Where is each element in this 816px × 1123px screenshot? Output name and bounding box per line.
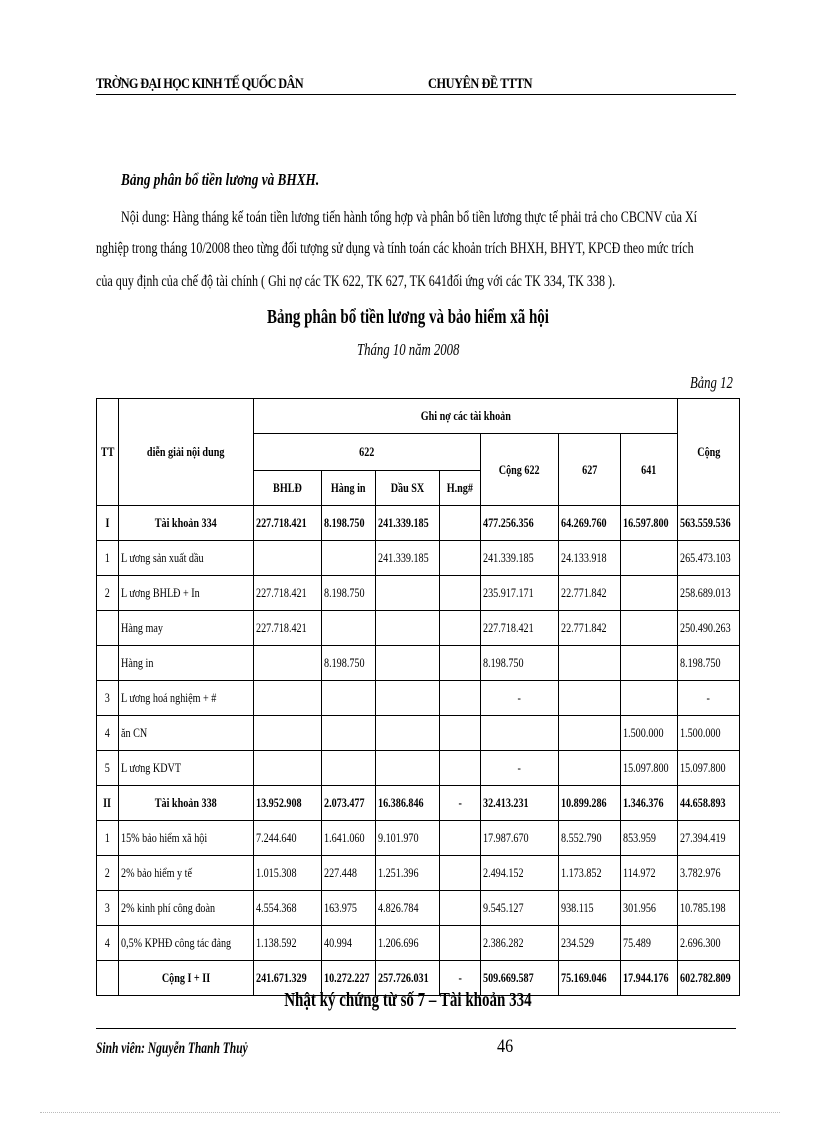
- cell-tt: 4: [97, 926, 119, 961]
- cell-hangin: [322, 611, 376, 646]
- paragraph-line-3: của quy định của chế độ tài chính ( Ghi nợ các TK 622, TK 627, TK 641đối ứng với các TK 334, TK 338 ).: [96, 273, 616, 290]
- cell-cong622: 235.917.171: [481, 576, 559, 611]
- cell-cong622: -: [481, 681, 559, 716]
- cell-tk641: [621, 611, 678, 646]
- cell-dausx: 1.206.696: [376, 926, 440, 961]
- cell-tt: 1: [97, 541, 119, 576]
- cell-bhld: 1.015.308: [254, 856, 322, 891]
- cell-hangn: [440, 856, 481, 891]
- cell-bhld: 227.718.421: [254, 611, 322, 646]
- cell-tk641: 114.972: [621, 856, 678, 891]
- cell-tk641: 1.346.376: [621, 786, 678, 821]
- header-university: TRỜNG ĐẠI HỌC KINH TẾ QUỐC DÂN: [96, 76, 303, 92]
- cell-desc: L ương sản xuất dầu: [119, 541, 254, 576]
- cell-hangin: 2.073.477: [322, 786, 376, 821]
- cell-cong622: 2.494.152: [481, 856, 559, 891]
- header-hang-in: Hàng in: [322, 471, 376, 506]
- cell-desc: Tài khoản 338: [119, 786, 254, 821]
- cell-hangn: [440, 926, 481, 961]
- cell-hangn: -: [440, 961, 481, 996]
- cell-tt: 4: [97, 716, 119, 751]
- cell-tk627: 24.133.918: [559, 541, 621, 576]
- cell-hangn: -: [440, 786, 481, 821]
- cell-cong: 1.500.000: [678, 716, 740, 751]
- cell-tk641: 15.097.800: [621, 751, 678, 786]
- cell-dausx: 257.726.031: [376, 961, 440, 996]
- cell-bhld: 4.554.368: [254, 891, 322, 926]
- cell-tk641: 16.597.800: [621, 506, 678, 541]
- salary-allocation-table: [96, 398, 740, 996]
- cell-dausx: [376, 751, 440, 786]
- cell-bhld: 227.718.421: [254, 576, 322, 611]
- table-row: [97, 611, 740, 646]
- page-header: [96, 76, 736, 94]
- cell-cong: 258.689.013: [678, 576, 740, 611]
- table-row: [97, 926, 740, 961]
- paragraph-line-2: nghiệp trong tháng 10/2008 theo từng đối tượng sử dụng và tính toán các khoản trích BHXH, BHYT, KPCĐ theo mức trích: [96, 240, 694, 257]
- cell-bhld: 13.952.908: [254, 786, 322, 821]
- cell-desc: L ương BHLĐ + In: [119, 576, 254, 611]
- cell-dausx: 9.101.970: [376, 821, 440, 856]
- cell-tk627: [559, 716, 621, 751]
- header-tk622: 622: [254, 434, 481, 471]
- paragraph-line-1: Nội dung: Hàng tháng kế toán tiền lương tiến hành tổng hợp và phân bổ tiền lương thực tế phải trả cho CBCNV của Xí: [121, 209, 698, 226]
- cell-hangn: [440, 646, 481, 681]
- header-hang-n: H.ng#: [440, 471, 481, 506]
- cell-hangin: 1.641.060: [322, 821, 376, 856]
- page-edge: [40, 1112, 780, 1113]
- cell-cong: -: [678, 681, 740, 716]
- table-row: [97, 716, 740, 751]
- header-cong622: Cộng 622: [481, 434, 559, 506]
- cell-tk641: [621, 681, 678, 716]
- cell-dausx: [376, 681, 440, 716]
- header-description: diễn giải nội dung: [119, 399, 254, 506]
- cell-bhld: [254, 751, 322, 786]
- footer-student: Sinh viên: Nguyễn Thanh Thuỷ: [96, 1040, 248, 1057]
- cell-tk641: 301.956: [621, 891, 678, 926]
- cell-hangin: [322, 681, 376, 716]
- table-row: [97, 576, 740, 611]
- cell-cong: 602.782.809: [678, 961, 740, 996]
- header-tk641: 641: [621, 434, 678, 506]
- cell-tk627: 75.169.046: [559, 961, 621, 996]
- cell-tk627: 1.173.852: [559, 856, 621, 891]
- table-row: [97, 891, 740, 926]
- cell-tk627: 234.529: [559, 926, 621, 961]
- cell-tt: [97, 646, 119, 681]
- cell-desc: L ương KDVT: [119, 751, 254, 786]
- cell-tk627: [559, 751, 621, 786]
- cell-hangin: 8.198.750: [322, 646, 376, 681]
- table-row: [97, 506, 740, 541]
- cell-hangin: 10.272.227: [322, 961, 376, 996]
- header-tk627: 627: [559, 434, 621, 506]
- cell-bhld: [254, 646, 322, 681]
- cell-hangin: 227.448: [322, 856, 376, 891]
- cell-cong622: 32.413.231: [481, 786, 559, 821]
- cell-hangn: [440, 576, 481, 611]
- cell-tt: 1: [97, 821, 119, 856]
- cell-tk641: [621, 576, 678, 611]
- cell-cong622: 227.718.421: [481, 611, 559, 646]
- cell-cong: 27.394.419: [678, 821, 740, 856]
- table-row: [97, 786, 740, 821]
- cell-cong: 250.490.263: [678, 611, 740, 646]
- cell-dausx: 16.386.846: [376, 786, 440, 821]
- cell-cong622: 17.987.670: [481, 821, 559, 856]
- cell-tk641: 853.959: [621, 821, 678, 856]
- cell-bhld: 7.244.640: [254, 821, 322, 856]
- cell-hangin: 8.198.750: [322, 506, 376, 541]
- cell-tk641: 17.944.176: [621, 961, 678, 996]
- cell-cong: 563.559.536: [678, 506, 740, 541]
- cell-desc: 0,5% KPHĐ công tác đảng: [119, 926, 254, 961]
- cell-dausx: 241.339.185: [376, 541, 440, 576]
- cell-cong: 3.782.976: [678, 856, 740, 891]
- cell-hangin: [322, 541, 376, 576]
- cell-bhld: [254, 716, 322, 751]
- cell-cong: 10.785.198: [678, 891, 740, 926]
- cell-hangin: [322, 751, 376, 786]
- table-row: [97, 681, 740, 716]
- cell-cong622: 509.669.587: [481, 961, 559, 996]
- cell-hangin: [322, 716, 376, 751]
- cell-tt: 2: [97, 576, 119, 611]
- cell-cong622: 8.198.750: [481, 646, 559, 681]
- cell-bhld: 1.138.592: [254, 926, 322, 961]
- cell-hangn: [440, 681, 481, 716]
- cell-tt: 5: [97, 751, 119, 786]
- cell-dausx: 1.251.396: [376, 856, 440, 891]
- cell-tt: 2: [97, 856, 119, 891]
- cell-tk627: 22.771.842: [559, 576, 621, 611]
- cell-tk627: 10.899.286: [559, 786, 621, 821]
- cell-hangin: 40.994: [322, 926, 376, 961]
- header-document-type: CHUYÊN ĐỀ TTTN: [428, 76, 533, 92]
- page-number: 46: [497, 1036, 514, 1057]
- cell-dausx: [376, 576, 440, 611]
- cell-hangn: [440, 611, 481, 646]
- cell-tk641: [621, 646, 678, 681]
- cell-tt: 3: [97, 891, 119, 926]
- cell-cong622: -: [481, 751, 559, 786]
- header-bhld: BHLĐ: [254, 471, 322, 506]
- section-title: Bảng phân bổ tiền lương và BHXH.: [121, 170, 320, 189]
- cell-bhld: 241.671.329: [254, 961, 322, 996]
- footer-rule: [96, 1028, 736, 1029]
- cell-desc: 2% bảo hiểm y tế: [119, 856, 254, 891]
- cell-hangn: [440, 716, 481, 751]
- cell-desc: 2% kinh phí công đoàn: [119, 891, 254, 926]
- cell-bhld: [254, 541, 322, 576]
- cell-desc: Hàng may: [119, 611, 254, 646]
- cell-tk641: 75.489: [621, 926, 678, 961]
- cell-tt: II: [97, 786, 119, 821]
- cell-cong: 2.696.300: [678, 926, 740, 961]
- cell-tt: [97, 611, 119, 646]
- table-row: [97, 646, 740, 681]
- cell-tk627: 22.771.842: [559, 611, 621, 646]
- header-dau-sx: Dầu SX: [376, 471, 440, 506]
- cell-dausx: 241.339.185: [376, 506, 440, 541]
- header-ghi-no: Ghi nợ các tài khoản: [254, 399, 678, 434]
- cell-cong622: 2.386.282: [481, 926, 559, 961]
- table-row: [97, 856, 740, 891]
- cell-hangn: [440, 541, 481, 576]
- cell-tt: 3: [97, 681, 119, 716]
- cell-dausx: [376, 716, 440, 751]
- cell-tt: I: [97, 506, 119, 541]
- cell-cong622: [481, 716, 559, 751]
- table-title: Bảng phân bổ tiền lương và bảo hiểm xã hội: [267, 306, 549, 328]
- cell-cong622: 241.339.185: [481, 541, 559, 576]
- cell-tk627: 8.552.790: [559, 821, 621, 856]
- cell-desc: Tài khoản 334: [119, 506, 254, 541]
- cell-desc: Cộng I + II: [119, 961, 254, 996]
- cell-hangin: 8.198.750: [322, 576, 376, 611]
- cell-hangn: [440, 891, 481, 926]
- cell-cong: 15.097.800: [678, 751, 740, 786]
- table-row: [97, 821, 740, 856]
- cell-desc: Hàng in: [119, 646, 254, 681]
- cell-tk641: [621, 541, 678, 576]
- table-row: [97, 751, 740, 786]
- table-subtitle: Tháng 10 năm 2008: [356, 340, 460, 359]
- cell-cong: 8.198.750: [678, 646, 740, 681]
- cell-desc: L ương hoá nghiệm + #: [119, 681, 254, 716]
- header-tt: TT: [97, 399, 119, 506]
- cell-tk627: [559, 646, 621, 681]
- cell-cong622: 9.545.127: [481, 891, 559, 926]
- table-reference: Bảng 12: [690, 373, 733, 392]
- cell-cong: 44.658.893: [678, 786, 740, 821]
- cell-bhld: [254, 681, 322, 716]
- cell-hangn: [440, 751, 481, 786]
- cell-hangn: [440, 506, 481, 541]
- cell-dausx: [376, 611, 440, 646]
- cell-bhld: 227.718.421: [254, 506, 322, 541]
- cell-hangin: 163.975: [322, 891, 376, 926]
- cell-desc: 15% bảo hiểm xã hội: [119, 821, 254, 856]
- cell-desc: ăn CN: [119, 716, 254, 751]
- cell-tk627: 64.269.760: [559, 506, 621, 541]
- cell-cong: 265.473.103: [678, 541, 740, 576]
- next-section-title: Nhật ký chứng từ số 7 – Tài khoản 334: [284, 989, 532, 1011]
- cell-tk627: 938.115: [559, 891, 621, 926]
- cell-tk627: [559, 681, 621, 716]
- cell-dausx: 4.826.784: [376, 891, 440, 926]
- cell-dausx: [376, 646, 440, 681]
- cell-hangn: [440, 821, 481, 856]
- header-rule: [96, 94, 736, 95]
- table-row: [97, 541, 740, 576]
- header-cong: Cộng: [678, 399, 740, 506]
- cell-cong622: 477.256.356: [481, 506, 559, 541]
- cell-tk641: 1.500.000: [621, 716, 678, 751]
